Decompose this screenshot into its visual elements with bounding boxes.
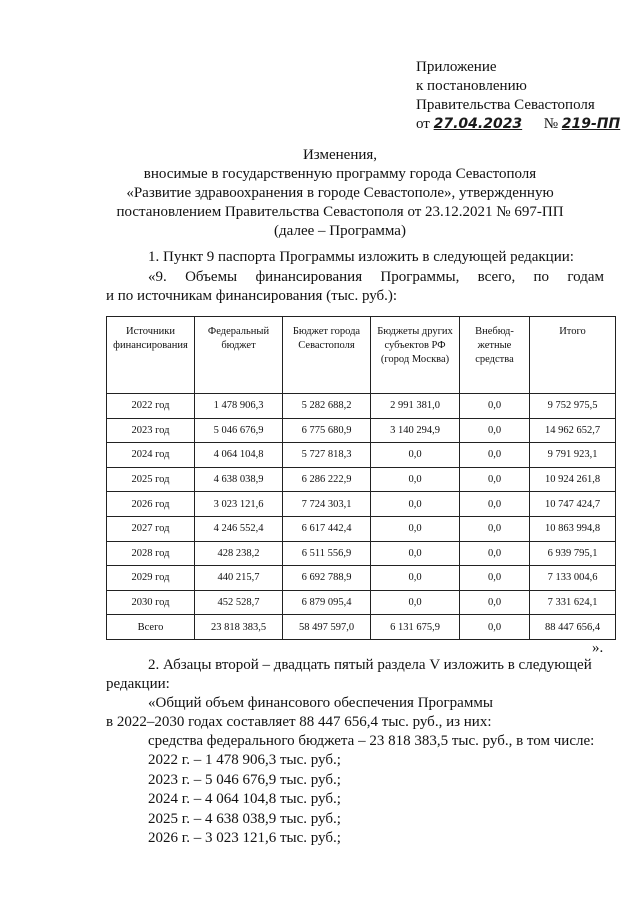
table-cell: 452 528,7 bbox=[195, 590, 283, 615]
table-cell: 2026 год bbox=[107, 492, 195, 517]
table-cell: 7 331 624,1 bbox=[530, 590, 616, 615]
table-cell: 10 863 994,8 bbox=[530, 516, 616, 541]
year-list bbox=[148, 751, 341, 849]
table-cell: 0,0 bbox=[371, 467, 460, 492]
table-cell: 5 282 688,2 bbox=[283, 394, 371, 419]
table-cell: 0,0 bbox=[371, 516, 460, 541]
table-row bbox=[107, 615, 616, 640]
table-header-cell: Бюджет города Севастополя bbox=[283, 317, 371, 394]
table-cell: 6 939 795,1 bbox=[530, 541, 616, 566]
table-cell: 2023 год bbox=[107, 418, 195, 443]
table-header-cell: Внебюд-жетные средства bbox=[460, 317, 530, 394]
table-cell: 14 962 652,7 bbox=[530, 418, 616, 443]
handwritten-date: 27.04.2023 bbox=[433, 116, 523, 132]
table-cell: 2028 год bbox=[107, 541, 195, 566]
section2-line-1: 2. Абзацы второй – двадцать пятый раздела V изложить в следующей bbox=[148, 657, 592, 673]
table-header-cell: Источники финансирования bbox=[107, 317, 195, 394]
table-cell: Всего bbox=[107, 615, 195, 640]
table-cell: 88 447 656,4 bbox=[530, 615, 616, 640]
table-cell: 0,0 bbox=[460, 541, 530, 566]
table-row bbox=[107, 516, 616, 541]
table-cell: 2029 год bbox=[107, 566, 195, 591]
from-label: от bbox=[416, 116, 430, 132]
table-cell: 6 286 222,9 bbox=[283, 467, 371, 492]
list-item: 2023 г. – 5 046 676,9 тыс. руб.; bbox=[148, 771, 341, 788]
table-cell: 0,0 bbox=[460, 467, 530, 492]
section2-line-3: «Общий объем финансового обеспечения Программы bbox=[148, 695, 493, 711]
table-cell: 2 991 381,0 bbox=[371, 394, 460, 419]
section2-line-4: в 2022–2030 годах составляет 88 447 656,4 тыс. руб., из них: bbox=[106, 714, 492, 730]
table-cell: 4 064 104,8 bbox=[195, 443, 283, 468]
table-cell: 10 924 261,8 bbox=[530, 467, 616, 492]
table-cell: 6 131 675,9 bbox=[371, 615, 460, 640]
table-cell: 2024 год bbox=[107, 443, 195, 468]
list-item: 2022 г. – 1 478 906,3 тыс. руб.; bbox=[148, 752, 341, 768]
table-header-cell: Федеральный бюджет bbox=[195, 317, 283, 394]
table-row bbox=[107, 467, 616, 492]
list-item: 2026 г. – 3 023 121,6 тыс. руб.; bbox=[148, 830, 341, 846]
table-cell: 6 617 442,4 bbox=[283, 516, 371, 541]
table-cell: 6 511 556,9 bbox=[283, 541, 371, 566]
appendix-date-line bbox=[416, 115, 620, 134]
table-cell: 0,0 bbox=[371, 566, 460, 591]
table-cell: 7 133 004,6 bbox=[530, 566, 616, 591]
table-cell: 0,0 bbox=[460, 516, 530, 541]
table-cell: 0,0 bbox=[460, 590, 530, 615]
table-cell: 9 752 975,5 bbox=[530, 394, 616, 419]
table-row bbox=[107, 541, 616, 566]
table-cell: 0,0 bbox=[460, 394, 530, 419]
table-cell: 0,0 bbox=[371, 541, 460, 566]
table-body bbox=[107, 394, 616, 640]
table-cell: 3 023 121,6 bbox=[195, 492, 283, 517]
list-item: 2024 г. – 4 064 104,8 тыс. руб.; bbox=[148, 791, 341, 807]
number-label: № bbox=[543, 116, 558, 132]
table-row bbox=[107, 394, 616, 419]
financing-table bbox=[106, 316, 616, 640]
appendix-header bbox=[416, 58, 620, 134]
table-cell: 3 140 294,9 bbox=[371, 418, 460, 443]
table-row bbox=[107, 590, 616, 615]
table-cell: 0,0 bbox=[371, 590, 460, 615]
title-line-5: (далее – Программа) bbox=[274, 223, 406, 239]
closing-quote: ». bbox=[592, 640, 604, 656]
table-cell: 428 238,2 bbox=[195, 541, 283, 566]
document-title bbox=[80, 146, 600, 241]
table-cell: 2022 год bbox=[107, 394, 195, 419]
table-row bbox=[107, 443, 616, 468]
table-cell: 2030 год bbox=[107, 590, 195, 615]
table-cell: 6 775 680,9 bbox=[283, 418, 371, 443]
section1-line-2: «9. Объемы финансирования Программы, всего, по годам bbox=[148, 269, 604, 285]
table-header-cell: Итого bbox=[530, 317, 616, 394]
appendix-line-3: Правительства Севастополя bbox=[416, 97, 595, 113]
table-cell: 0,0 bbox=[460, 418, 530, 443]
table-cell: 0,0 bbox=[460, 566, 530, 591]
table-cell: 58 497 597,0 bbox=[283, 615, 371, 640]
title-line-3: «Развитие здравоохранения в городе Севастополе», утвержденную bbox=[126, 185, 554, 201]
table-cell: 7 724 303,1 bbox=[283, 492, 371, 517]
table-cell: 0,0 bbox=[371, 492, 460, 517]
table-row bbox=[107, 418, 616, 443]
table-cell: 6 692 788,9 bbox=[283, 566, 371, 591]
section2-line-2: редакции: bbox=[106, 676, 170, 692]
table-cell: 5 046 676,9 bbox=[195, 418, 283, 443]
table-cell: 4 638 038,9 bbox=[195, 467, 283, 492]
title-line-4: постановлением Правительства Севастополя от 23.12.2021 № 697-ПП bbox=[116, 204, 564, 220]
appendix-line-2: к постановлению bbox=[416, 78, 527, 94]
table-cell: 0,0 bbox=[371, 443, 460, 468]
table-cell: 4 246 552,4 bbox=[195, 516, 283, 541]
section2-line-5: средства федерального бюджета – 23 818 383,5 тыс. руб., в том числе: bbox=[148, 733, 595, 749]
table-cell: 0,0 bbox=[460, 443, 530, 468]
table-cell: 5 727 818,3 bbox=[283, 443, 371, 468]
list-item: 2025 г. – 4 638 038,9 тыс. руб.; bbox=[148, 810, 341, 827]
table-cell: 23 818 383,5 bbox=[195, 615, 283, 640]
section1-line-1: 1. Пункт 9 паспорта Программы изложить в следующей редакции: bbox=[148, 249, 574, 265]
table-cell: 2025 год bbox=[107, 467, 195, 492]
table-cell: 0,0 bbox=[460, 615, 530, 640]
section1-line-3: и по источникам финансирования (тыс. руб.): bbox=[106, 288, 398, 304]
appendix-line-1: Приложение bbox=[416, 59, 497, 75]
table-header-cell: Бюджеты других субъектов РФ (город Москва) bbox=[371, 317, 460, 394]
table-cell: 440 215,7 bbox=[195, 566, 283, 591]
table-row bbox=[107, 566, 616, 591]
table-row bbox=[107, 492, 616, 517]
title-line-1: Изменения, bbox=[302, 147, 378, 163]
table-cell: 0,0 bbox=[460, 492, 530, 517]
handwritten-number: 219-ПП bbox=[561, 116, 621, 132]
table-cell: 10 747 424,7 bbox=[530, 492, 616, 517]
table-cell: 9 791 923,1 bbox=[530, 443, 616, 468]
title-line-2: вносимые в государственную программу города Севастополя bbox=[143, 166, 537, 182]
table-cell: 1 478 906,3 bbox=[195, 394, 283, 419]
table-cell: 6 879 095,4 bbox=[283, 590, 371, 615]
table-cell: 2027 год bbox=[107, 516, 195, 541]
table-header-row bbox=[107, 317, 616, 394]
